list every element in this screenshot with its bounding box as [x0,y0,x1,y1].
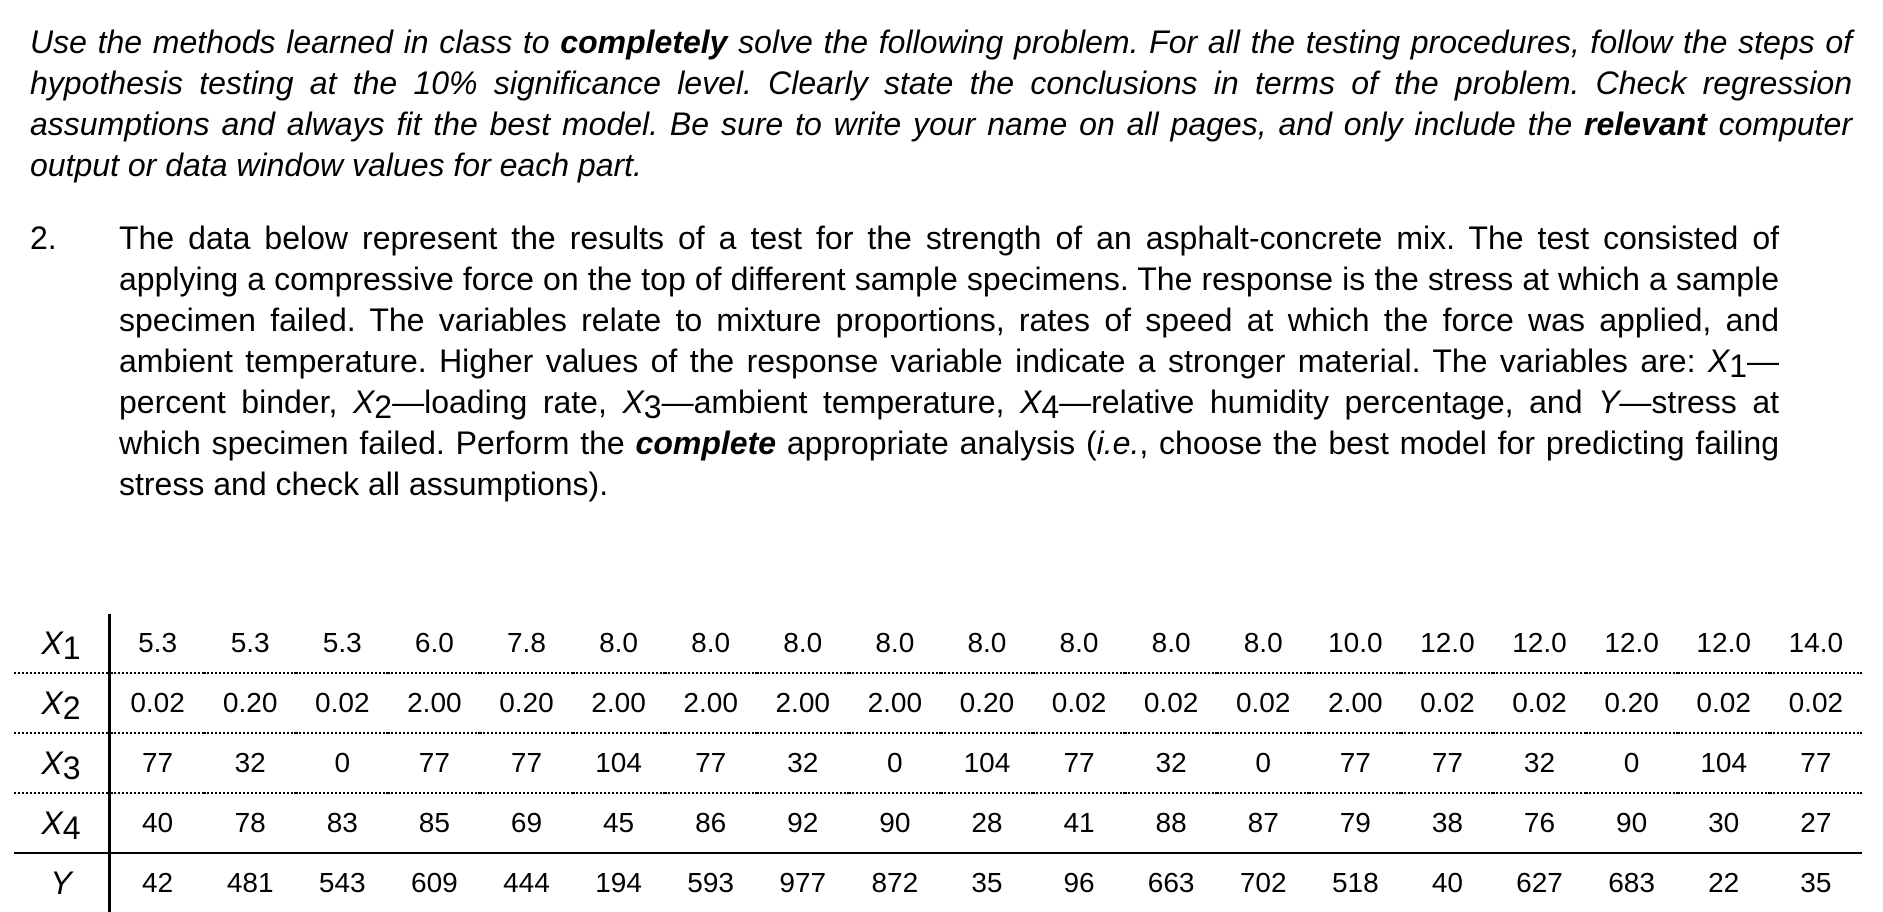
table-cell: 30 [1678,793,1770,853]
row-label [14,793,110,853]
question-number: 2. [30,220,57,256]
table-cell: 40 [110,793,205,853]
table-cell: 35 [1800,867,1832,898]
row-label-var: X [41,684,63,721]
table-cell: 28 [941,793,1033,853]
table-cell: 12.0 [1678,614,1770,673]
table-cell: 77 [665,733,757,793]
table-cell: 77 [388,733,480,793]
table-cell: 0.20 [480,673,572,733]
table-cell: 104 [941,733,1033,793]
table-cell: 87 [1217,793,1309,853]
table-cell: 0 [1586,733,1678,793]
table-cell: 79 [1309,793,1401,853]
sub-3: 3 [643,389,662,425]
table-cell: 8.0 [1217,614,1309,673]
table-cell: 104 [1678,733,1770,793]
table-cell: 41 [1033,793,1125,853]
var-x4: X [1019,384,1042,420]
table-cell: 0 [849,733,941,793]
table-cell: 444 [503,867,550,898]
table-cell: 32 [204,733,296,793]
table-cell: 0.20 [1586,673,1678,733]
table-cell: 8.0 [1125,614,1217,673]
emphasis-completely: completely [560,24,728,60]
table-row [14,614,1862,673]
var-x2: X [352,384,375,420]
instructions-text: Use the methods learned in class to [30,24,561,60]
table-cell: 12.0 [1401,614,1493,673]
table-cell: 10.0 [1309,614,1401,673]
question-text-part: The data below represent the results of a test for the strength of an asphalt-concrete mix. The test consisted of applying a compressive force on the top of different sample specimens. The response is the stress at which a sample specimen failed. The variables relate to mixture proportions, rates of speed at which the force was applied, and ambient temperature. Higher values of the response variable indicate a stronger material. The variables are: [119,220,1779,379]
table-cell: 977 [779,867,827,898]
table-cell: 90 [1586,793,1678,853]
question-text-part: , choose the best model for predicting failing stress and check all assumptions). [119,425,1780,502]
table-cell: 0.02 [1678,673,1770,733]
table-cell: 2.00 [1309,673,1401,733]
question-text-part: appropriate analysis ( [776,425,1097,461]
row-label-var: X [41,624,63,661]
table-cell: 0.02 [1770,673,1862,733]
table-cell: 543 [318,867,366,898]
table-row [14,793,1862,853]
table-cell: 12.0 [1493,614,1585,673]
table-cell: 0.20 [941,673,1033,733]
table-cell: 86 [665,793,757,853]
row-label [14,733,110,793]
data-table [14,614,1862,912]
table-cell: 22 [1708,867,1740,898]
table-cell: 0.02 [1033,673,1125,733]
table-cell: 8.0 [1033,614,1125,673]
table-cell: 2.00 [665,673,757,733]
table-cell: 78 [204,793,296,853]
table-cell: 0.02 [1125,673,1217,733]
table-cell: 663 [1147,867,1195,898]
sub-4: 4 [1041,389,1060,425]
row-label [14,614,110,673]
table-cell: 194 [595,867,642,898]
row-label [14,853,110,912]
table-cell: 2.00 [849,673,941,733]
var-x1: X [1707,343,1730,379]
table-cell: 518 [1331,867,1379,898]
row-label-sub: 3 [62,749,81,786]
table-cell: 38 [1401,793,1493,853]
var-y-desc: —stress at which specimen failed. Perform the [119,384,1780,461]
table-cell: 12.0 [1586,614,1678,673]
emphasis-complete: complete [635,425,777,461]
table-cell: 6.0 [388,614,480,673]
table-cell: 45 [573,793,665,853]
table-cell: 2.00 [573,673,665,733]
table-cell: 32 [757,733,849,793]
table-cell: 77 [480,733,572,793]
sub-1: 1 [1729,348,1747,384]
table-cell: 96 [1063,867,1095,898]
data-table-body [14,614,1862,912]
row-label-sub: 4 [62,809,81,846]
table-cell: 0.02 [1493,673,1585,733]
table-cell: 8.0 [665,614,757,673]
table-cell: 872 [871,867,919,898]
row-label-var: X [41,804,63,841]
table-cell: 7.8 [480,614,572,673]
table-cell: 0 [1217,733,1309,793]
instructions-text: computer output or data window values for each part. [30,106,1853,183]
var-y: Y [1598,384,1620,420]
table-cell: 627 [1516,867,1563,898]
table-cell: 77 [1401,733,1493,793]
table-cell: 27 [1770,793,1862,853]
var-x3: X [622,384,644,420]
table-cell: 92 [757,793,849,853]
table-cell: 90 [849,793,941,853]
table-cell: 85 [388,793,480,853]
table-cell: 69 [480,793,572,853]
table-cell: 5.3 [296,614,388,673]
table-cell: 8.0 [757,614,849,673]
row-label [14,673,110,733]
table-cell: 702 [1239,867,1287,898]
table-cell: 5.3 [110,614,205,673]
table-row [14,853,1862,912]
table-cell: 88 [1125,793,1217,853]
table-cell: 40 [1431,867,1463,898]
table-cell: 77 [110,733,205,793]
table-cell: 0.02 [110,673,205,733]
table-cell: 2.00 [757,673,849,733]
table-cell: 42 [141,867,174,898]
table-cell: 77 [1309,733,1401,793]
table-cell: 77 [1033,733,1125,793]
table-cell: 0.02 [1401,673,1493,733]
table-cell: 104 [573,733,665,793]
table-cell: 481 [226,867,274,898]
table-cell: 8.0 [941,614,1033,673]
instructions-text: solve the following problem. For all the testing procedures, follow the steps of hypothesis testing at the 10% significance level. Clearly state the conclusions in terms of the problem. Check regression assumptions and always fit the best model. Be sure to write your name on all pages, and only include the [30,24,1853,142]
table-cell: 0.02 [296,673,388,733]
table-cell: 593 [687,867,734,898]
instructions-paragraph [30,22,1852,186]
ie-abbrev: i.e. [1096,425,1140,461]
table-cell: 0.02 [1217,673,1309,733]
table-cell: 77 [1770,733,1862,793]
table-cell: 83 [296,793,388,853]
row-label-sub: 1 [62,629,81,666]
sub-2: 2 [374,389,393,425]
table-cell: 683 [1608,867,1655,898]
row-label-var: X [41,744,63,781]
table-cell: 2.00 [388,673,480,733]
table-cell: 76 [1493,793,1585,853]
table-cell: 8.0 [573,614,665,673]
table-cell: 32 [1493,733,1585,793]
table-cell: 609 [411,867,458,898]
question-text [119,218,1779,505]
table-cell: 0 [296,733,388,793]
var-x1-desc: —percent binder, [119,343,1779,420]
emphasis-relevant: relevant [1584,106,1707,142]
var-x2-desc: —loading rate, [392,384,623,420]
table-cell: 5.3 [204,614,296,673]
table-cell: 35 [971,867,1003,898]
var-x4-desc: —relative humidity percentage, and [1059,384,1599,420]
table-row [14,733,1862,793]
var-x3-desc: —ambient temperature, [661,384,1020,420]
table-cell: 32 [1125,733,1217,793]
table-cell: 8.0 [849,614,941,673]
table-cell: 0.20 [204,673,296,733]
row-label-sub: 2 [62,689,81,726]
row-label-var: Y [50,864,72,901]
table-cell: 14.0 [1770,614,1862,673]
table-row [14,673,1862,733]
